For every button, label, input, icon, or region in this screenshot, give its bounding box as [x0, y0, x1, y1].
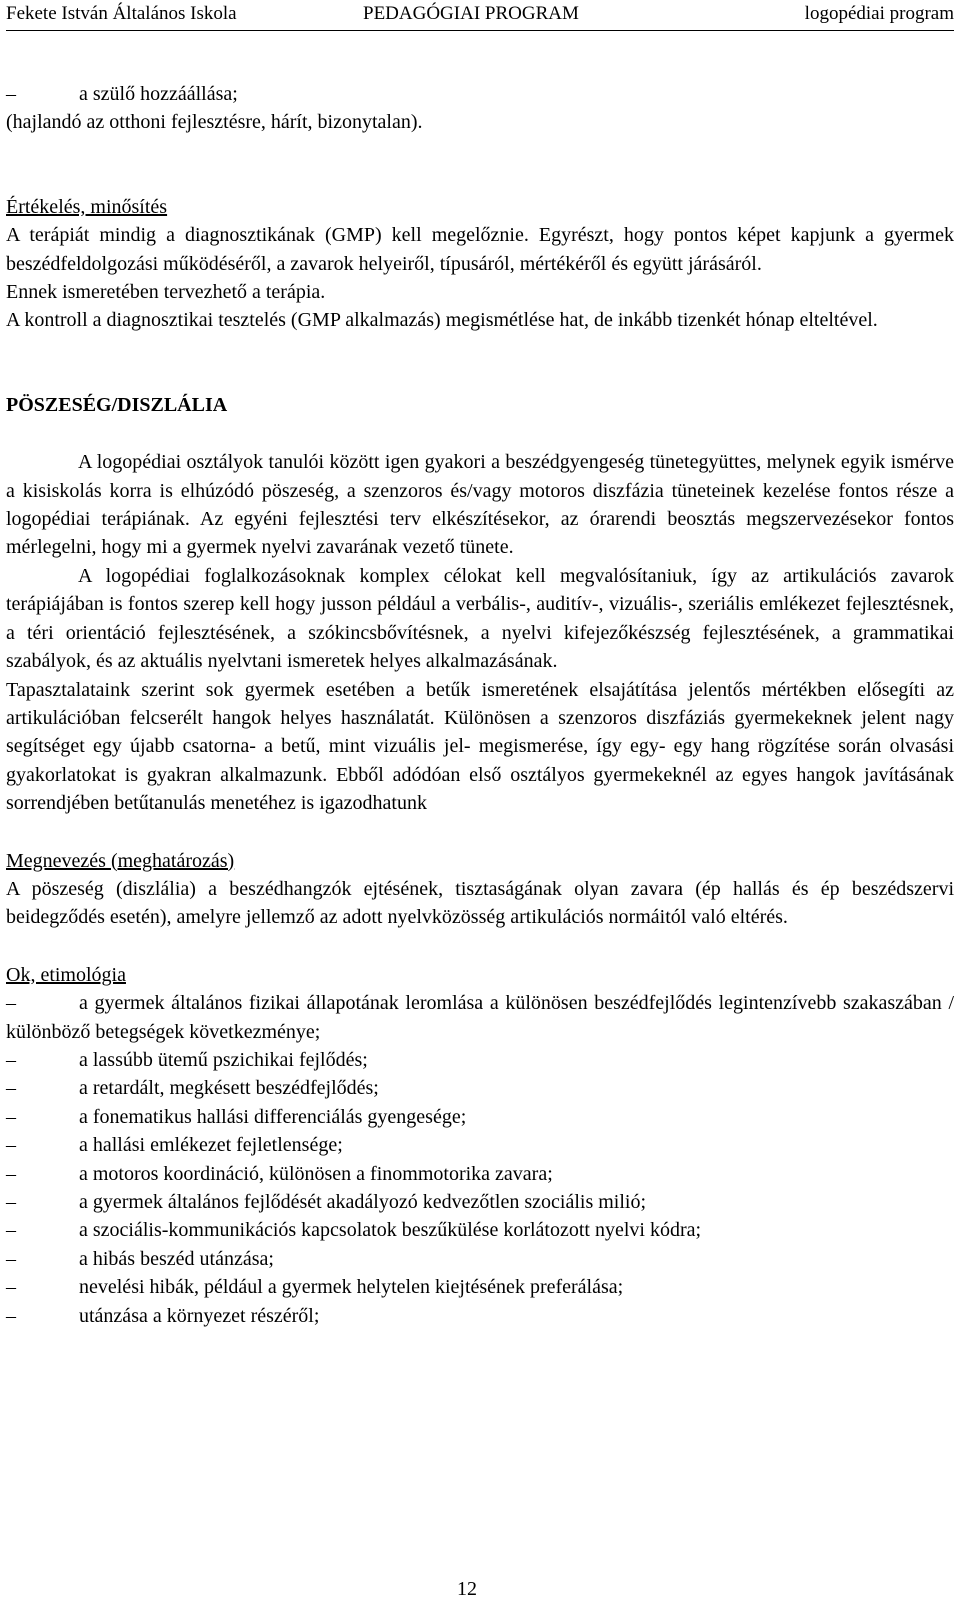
list-item	[6, 1302, 954, 1330]
list-item-text: a retardált, megkésett beszédfejlődés;	[79, 1077, 379, 1100]
list-item	[6, 1245, 954, 1273]
cause-list	[6, 1046, 954, 1330]
dash-mark: –	[6, 1105, 16, 1128]
dash-mark: –	[6, 83, 16, 105]
list-item	[6, 1273, 954, 1301]
dash-mark: –	[6, 1191, 16, 1213]
dash-mark: –	[6, 1048, 16, 1071]
list-item	[6, 1160, 954, 1188]
header-school-name: Fekete István Általános Iskola	[6, 3, 237, 24]
poszeseg-paragraph-3: Tapasztalataink szerint sok gyermek esetében a betűk ismeretének elsajátítása jelentős mértékben elősegíti az artikulációban felcserélt hangok helyes használatát. Különösen a szenzoros diszfáziás gyermekeknek jelent nagy segítséget egy újabb csatorna- a betű, mint vizuális jel- megismerése, így egy- egy hang rögzítése során olvasási gyakorlatokat is gyakran alkalmazunk. Ebből adódóan első osztályos gyermekeknél az egyes hangok javításának sorrendjében betűtanulás menetéhez is igazodhatunk	[6, 678, 954, 815]
list-item-text: utánzása a környezet részéről;	[79, 1304, 320, 1327]
list-item-text: a hallási emlékezet fejletlensége;	[79, 1134, 343, 1157]
section-heading-ok: Ok, etimológia	[6, 963, 126, 986]
list-item	[6, 1074, 954, 1102]
ok-first-item-text: a gyermek általános fizikai állapotának leromlása a különösen beszédfejlődés legintenzívebb szakaszában / különböző betegségek következménye;	[6, 992, 954, 1043]
list-item-text: a lassúbb ütemű pszichikai fejlődés;	[79, 1048, 368, 1071]
dash-mark: –	[6, 1276, 16, 1299]
page-content	[6, 80, 954, 1330]
header-section-name: logopédiai program	[804, 3, 954, 24]
ertekeles-paragraph-1: A terápiát mindig a diagnosztikának (GMP) kell megelőznie. Egyrészt, hogy pontos képet kapjunk a gyermek beszédfeldolgozási működéséről, a zavarok helyeiről, típusáról, mértékéről és együtt járásáról.	[6, 224, 954, 275]
list-item-text: a motoros koordináció, különösen a finommotorika zavara;	[79, 1162, 553, 1185]
list-item-text: a szociális-kommunikációs kapcsolatok beszűkülése korlátozott nyelvi kódra;	[79, 1219, 702, 1242]
list-item-text: a hibás beszéd utánzása;	[79, 1247, 274, 1270]
ertekeles-paragraph-2: Ennek ismeretében tervezhető a terápia.	[6, 281, 326, 304]
page-number: 12	[457, 1578, 477, 1600]
dash-mark: –	[6, 1219, 16, 1242]
ok-first-item	[6, 989, 954, 1046]
dash-mark: –	[6, 1134, 16, 1157]
ertekeles-paragraph-3: A kontroll a diagnosztikai tesztelés (GMP alkalmazás) megismétlése hat, de inkább tizenkét hónap elteltével.	[6, 309, 878, 332]
intro-dash-item	[6, 80, 954, 108]
dash-mark: –	[6, 1077, 16, 1100]
list-item	[6, 1216, 954, 1244]
dash-mark: –	[6, 992, 16, 1015]
header-program-title: PEDAGÓGIAI PROGRAM	[363, 3, 579, 24]
dash-mark: –	[6, 1247, 16, 1270]
poszeseg-paragraph-2: A logopédiai foglalkozásoknak komplex célokat kell megvalósítaniuk, így az artikulációs zavarok terápiájában is fontos szerep kell hogy jusson például a verbális-, auditív-, vizuális-, szeriális emlékezet fejlesztésnek, a téri orientáció fejlesztésének, a szókincsbővítésnek, a nyelvi kifejezőkészség fejlesztésének, a grammatikai szabályok, és az aktuális nyelvtani ismeretek helyes alkalmazásának.	[6, 564, 954, 673]
intro-dash-text: a szülő hozzáállása;	[79, 83, 238, 105]
intro-paren-line: (hajlandó az otthoni fejlesztésre, hárít, bizonytalan).	[6, 111, 423, 134]
list-item-text: a fonematikus hallási differenciálás gyengesége;	[79, 1105, 467, 1128]
list-item	[6, 1046, 954, 1074]
section-heading-megnevezes: Megnevezés (meghatározás)	[6, 849, 235, 872]
section-title-poszeseg: PÖSZESÉG/DISZLÁLIA	[6, 393, 228, 416]
list-item	[6, 1103, 954, 1131]
poszeseg-paragraph-1: A logopédiai osztályok tanulói között igen gyakori a beszédgyengeség tünetegyüttes, melynek egyik ismérve a kisiskolás korra is elhúzódó pöszeség, a szenzoros és/vagy motoros diszfázia tüneteinek kezelése fontos része a logopédiai terápiának. Az egyéni fejlesztési terv elkészítésekor, az órarendi beosztás megszervezésekor fontos mérlegelni, hogy mi a gyermek nyelvi zavarának vezető tünete.	[6, 451, 954, 559]
list-item-text: a gyermek általános fejlődését akadályozó kedvezőtlen szociális milió;	[79, 1191, 647, 1213]
list-item	[6, 1131, 954, 1159]
list-item-text: nevelési hibák, például a gyermek helytelen kiejtésének preferálása;	[79, 1276, 624, 1299]
megnevezes-paragraph: A pöszeség (diszlália) a beszédhangzók ejtésének, tisztaságának olyan zavara (ép hallás és ép beszédszervi beidegződés esetén), amelyre jellemző az adott nyelvközösség artikulációs normáitól való eltérés.	[6, 877, 954, 929]
dash-mark: –	[6, 1162, 16, 1185]
dash-mark: –	[6, 1304, 16, 1327]
page-header	[6, 0, 954, 31]
section-heading-ertekeles: Értékelés, minősítés	[6, 195, 168, 218]
list-item	[6, 1188, 954, 1216]
